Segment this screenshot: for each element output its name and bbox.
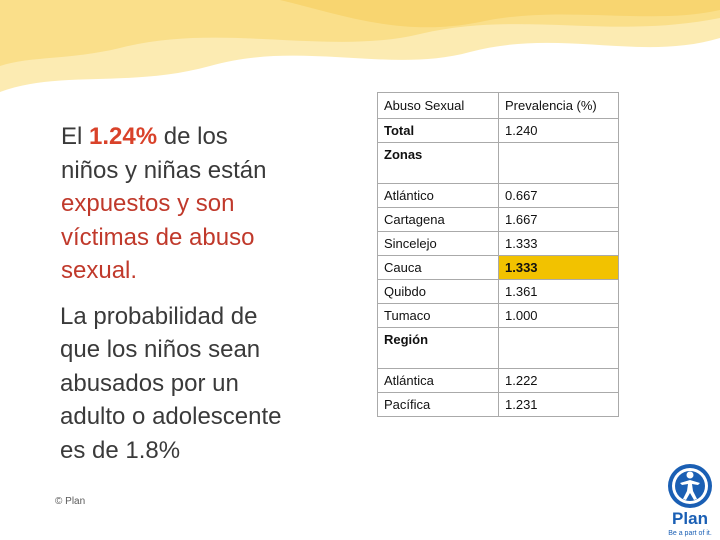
section-row-region [378, 328, 619, 369]
section-empty-cell [499, 328, 619, 369]
table-row [378, 280, 619, 304]
row-label: Atlántica [378, 369, 499, 393]
row-label: Tumaco [378, 304, 499, 328]
plan-emblem-icon [668, 464, 712, 508]
row-value: 1.667 [499, 208, 619, 232]
table-row [378, 369, 619, 393]
p1-mid: de los niños y niñas están [61, 123, 267, 184]
summary-text-block [61, 120, 291, 467]
row-value: 0.667 [499, 184, 619, 208]
row-label: Sincelejo [378, 232, 499, 256]
logo-wordmark: Plan [672, 509, 708, 528]
table-header-row [378, 93, 619, 119]
summary-paragraph-1 [61, 120, 291, 288]
row-value: 1.222 [499, 369, 619, 393]
table-row [378, 256, 619, 280]
row-value-highlighted: 1.333 [499, 256, 619, 280]
row-value: 1.000 [499, 304, 619, 328]
row-label: Cauca [378, 256, 499, 280]
table-row [378, 393, 619, 417]
table-row [378, 232, 619, 256]
copyright-text: © Plan [55, 496, 86, 507]
row-label: Pacífica [378, 393, 499, 417]
section-label: Región [378, 328, 499, 369]
row-value: 1.240 [499, 119, 619, 143]
row-label: Quibdo [378, 280, 499, 304]
row-label: Cartagena [378, 208, 499, 232]
header-cell: Prevalencia (%) [499, 93, 619, 119]
section-row-zonas [378, 143, 619, 184]
table-row-total [378, 119, 619, 143]
section-empty-cell [499, 143, 619, 184]
row-label: Total [378, 119, 499, 143]
p1-percent: 1.24% [89, 123, 158, 150]
row-value: 1.361 [499, 280, 619, 304]
summary-paragraph-2: La probabilidad de que los niños sean abusados por un adulto o adolescente es de 1.8% [60, 302, 282, 464]
section-label: Zonas [378, 143, 499, 184]
p1-rest: expuestos y son víctimas de abuso sexual. [61, 190, 255, 284]
row-value: 1.333 [499, 232, 619, 256]
table-row [378, 184, 619, 208]
row-label: Atlántico [378, 184, 499, 208]
logo-tagline: Be a part of it. [668, 530, 712, 537]
p1-prefix: El [61, 123, 90, 150]
table-row [378, 208, 619, 232]
table-row [378, 304, 619, 328]
header-cell: Abuso Sexual [378, 93, 499, 119]
plan-logo [662, 462, 718, 538]
row-value: 1.231 [499, 393, 619, 417]
prevalence-table [377, 92, 619, 417]
